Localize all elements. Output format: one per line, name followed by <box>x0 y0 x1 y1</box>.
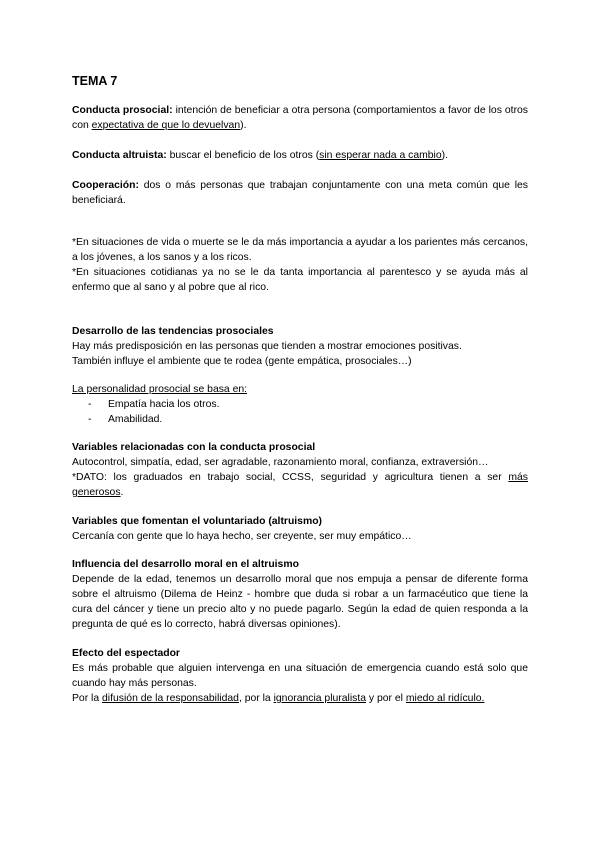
section-espectador-text: Es más probable que alguien intervenga en una situación de emergencia cuando está solo que cuando hay más personas. <box>72 663 528 689</box>
section-voluntariado <box>72 514 528 544</box>
list-item-amabilidad: Amabilidad. <box>108 414 163 425</box>
reason-sep-1: , por la <box>238 693 274 704</box>
definition-altruista <box>72 148 528 163</box>
section-espectador-reasons <box>72 691 528 706</box>
dato-underline: más generosos <box>72 472 528 498</box>
section-variables-relacionadas-line: Autocontrol, simpatía, edad, ser agradable, razonamiento moral, confianza, extraversión… <box>72 457 489 468</box>
dato-text: *DATO: los graduados en trabajo social, CCSS, seguridad y agricultura tienen a ser <box>72 472 509 483</box>
list-item: - Empatía hacia los otros. <box>88 399 220 410</box>
definition-altruista-tail: ). <box>441 150 448 161</box>
list-item-empatia: Empatía hacia los otros. <box>108 399 220 410</box>
section-moral-heading: Influencia del desarrollo moral en el altruismo <box>72 559 299 570</box>
section-desarrollo <box>72 324 528 369</box>
list-item: - Amabilidad. <box>88 414 163 425</box>
section-moral-text: Depende de la edad, tenemos un desarrollo moral que nos empuja a pensar de diferente forma sobre el altruismo (Dilema de Heinz - hombre que duda si robar a un farmacéutico que tiene la cura del cáncer y tiene un precio alto y no puede pagarlo. Según la edad de quien responda a la pregunta de qué es lo correcto, habrá diversas opiniones). <box>72 574 528 630</box>
section-variables-relacionadas-dato <box>72 470 528 500</box>
definition-cooperacion <box>72 178 528 208</box>
reason-sep-2: y por el <box>366 693 406 704</box>
definition-altruista-text: buscar el beneficio de los otros ( <box>166 150 320 161</box>
definition-prosocial <box>72 103 528 133</box>
section-personalidad-heading: La personalidad prosocial se basa en: <box>72 384 248 395</box>
definition-altruista-underline: sin esperar nada a cambio <box>319 150 442 161</box>
section-espectador <box>72 646 528 706</box>
note-cotidianas: *En situaciones cotidianas ya no se le da tanta importancia al parentesco y se ayuda más al enfermo que al sano y al pobre que al rico. <box>72 267 528 293</box>
section-moral <box>72 557 528 632</box>
reason-miedo: miedo al ridículo. <box>405 693 485 704</box>
definition-cooperacion-text: dos o más personas que trabajan conjuntamente con una meta común que les beneficiará. <box>72 180 528 206</box>
section-personalidad <box>72 382 528 427</box>
section-desarrollo-line-2: También influye el ambiente que te rodea (gente empática, prosociales…) <box>72 356 412 367</box>
reason-prefix: Por la <box>72 693 103 704</box>
reason-difusion: difusión de la responsabilidad <box>102 693 239 704</box>
section-desarrollo-heading: Desarrollo de las tendencias prosociales <box>72 326 274 337</box>
definition-prosocial-text: intención de beneficiar a otra persona (comportamientos a favor de los otros con <box>72 105 529 131</box>
section-desarrollo-line-1: Hay más predisposición en las personas que tienden a mostrar emociones positivas. <box>72 341 462 352</box>
term-altruista: Conducta altruista: <box>72 150 167 161</box>
dato-tail: . <box>120 487 124 498</box>
section-variables-relacionadas-heading: Variables relacionadas con la conducta prosocial <box>72 442 316 453</box>
note-vida-muerte: *En situaciones de vida o muerte se le da más importancia a ayudar a los parientes más cercanos, a los jóvenes, a los sanos y a los ricos. <box>72 237 528 263</box>
term-cooperacion: Cooperación: <box>72 180 139 191</box>
section-voluntariado-heading: Variables que fomentan el voluntariado (altruismo) <box>72 516 323 527</box>
section-variables-relacionadas <box>72 440 528 500</box>
definition-prosocial-tail: ). <box>240 120 247 131</box>
section-espectador-heading: Efecto del espectador <box>72 648 180 659</box>
page-title: TEMA 7 <box>72 74 118 88</box>
section-voluntariado-text: Cercanía con gente que lo haya hecho, ser creyente, ser muy empático… <box>72 531 412 542</box>
term-prosocial: Conducta prosocial: <box>72 105 173 116</box>
definition-prosocial-underline: expectativa de que lo devuelvan <box>91 120 241 131</box>
reason-ignorancia: ignorancia pluralista <box>273 693 367 704</box>
